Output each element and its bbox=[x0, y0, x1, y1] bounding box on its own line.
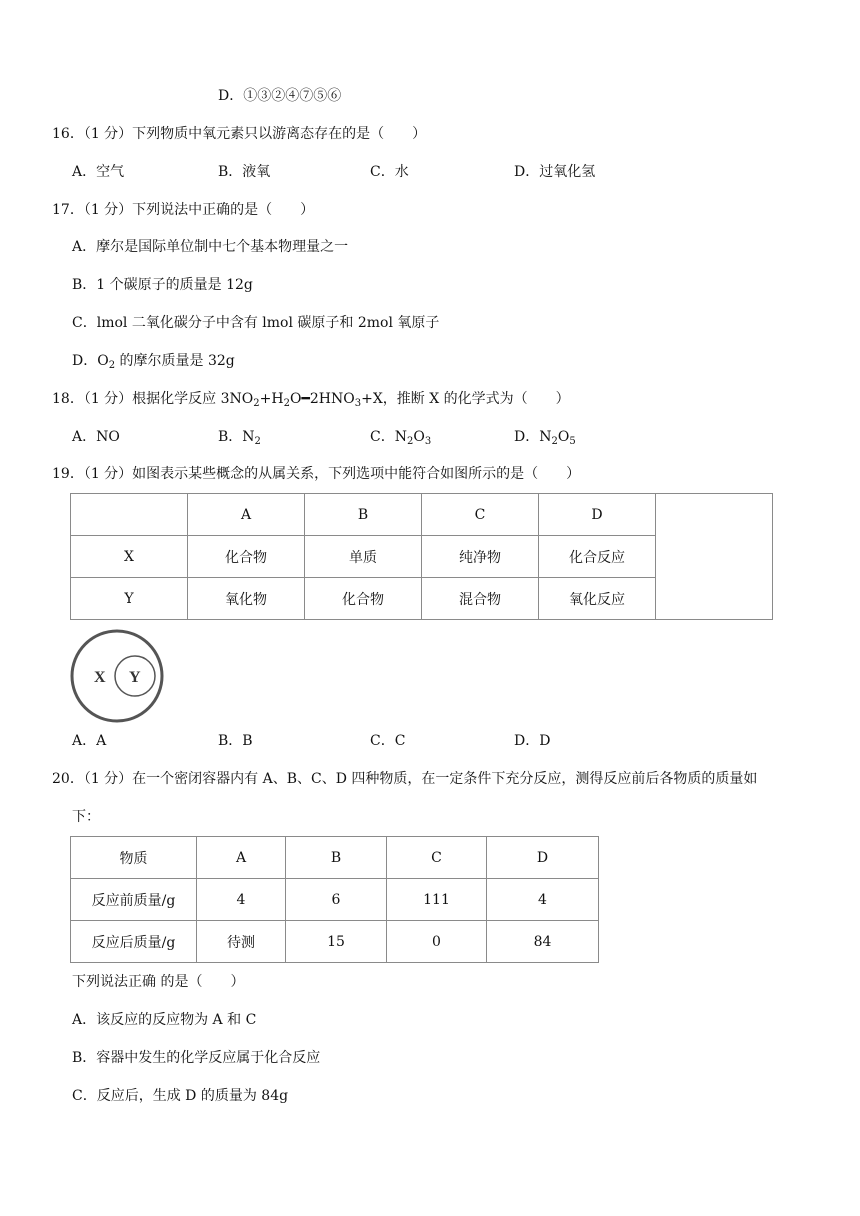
table-cell: D bbox=[487, 837, 599, 879]
q17-option-b: B．1 个碳原子的质量是 12g bbox=[72, 277, 253, 293]
table-cell: 物质 bbox=[71, 837, 197, 879]
table-cell: 混合物 bbox=[422, 578, 539, 620]
venn-label-x: X bbox=[94, 669, 106, 686]
q17-option-a: A．摩尔是国际单位制中七个基本物理量之一 bbox=[72, 239, 349, 255]
table-cell: 111 bbox=[387, 879, 487, 921]
q17-option-d: D．$O_2$ 的摩尔质量是 32g bbox=[72, 353, 235, 371]
table-cell: D bbox=[539, 494, 656, 536]
outer-circle-x bbox=[72, 631, 162, 721]
table-cell: 15 bbox=[286, 921, 387, 963]
q19-option-c: C．C bbox=[370, 733, 406, 749]
table-cell: C bbox=[387, 837, 487, 879]
table-cell: 84 bbox=[487, 921, 599, 963]
table-cell: Y bbox=[71, 578, 188, 620]
table-cell: A bbox=[188, 494, 305, 536]
table-cell: 氧化反应 bbox=[539, 578, 656, 620]
table-cell: 4 bbox=[487, 879, 599, 921]
table-cell: A bbox=[197, 837, 286, 879]
q17-option-c: C．lmol 二氧化碳分子中含有 lmol 碳原子和 2mol 氧原子 bbox=[72, 315, 440, 331]
table-cell: X bbox=[71, 536, 188, 578]
q19-table bbox=[70, 493, 773, 620]
q16-option-c: C．水 bbox=[370, 164, 409, 180]
table-cell: 化合反应 bbox=[539, 536, 656, 578]
table-cell: B bbox=[286, 837, 387, 879]
q16-stem: 16．（1 分）下列物质中氧元素只以游离态存在的是（ ） bbox=[52, 126, 427, 142]
table-cell: 氧化物 bbox=[188, 578, 305, 620]
table-cell: 4 bbox=[197, 879, 286, 921]
q19-option-a: A．A bbox=[72, 733, 107, 749]
table-row bbox=[71, 837, 599, 879]
q19-option-d: D．D bbox=[514, 733, 551, 749]
table-cell: 反应后质量/g bbox=[71, 921, 197, 963]
table-row bbox=[71, 921, 599, 963]
q20-option-a: A．该反应的反应物为 A 和 C bbox=[72, 1012, 257, 1028]
q20-question: 下列说法正确 的是（ ） bbox=[72, 974, 245, 990]
table-cell: 待测 bbox=[197, 921, 286, 963]
table-cell: 反应前质量/g bbox=[71, 879, 197, 921]
q19-option-b: B．B bbox=[218, 733, 253, 749]
table-cell: 化合物 bbox=[188, 536, 305, 578]
table-row bbox=[71, 879, 599, 921]
q18-option-c: C．$N_2O_3$ bbox=[370, 429, 432, 447]
table-cell: B bbox=[305, 494, 422, 536]
q20-stem-continued: 下： bbox=[72, 809, 100, 825]
table-cell: 纯净物 bbox=[422, 536, 539, 578]
table-cell: 化合物 bbox=[305, 578, 422, 620]
q18-stem: 18．（1 分）根据化学反应 $3NO_2+H_2O━2HNO_3+X$，推断 X 的化学式为（ ） bbox=[52, 391, 570, 409]
table-row bbox=[71, 494, 773, 536]
q16-option-b: B．液氧 bbox=[218, 164, 271, 180]
q18-option-a: A．NO bbox=[72, 429, 120, 445]
table-cell: 6 bbox=[286, 879, 387, 921]
q19-stem: 19．（1 分）如图表示某些概念的从属关系，下列选项中能符合如图所示的是（ ） bbox=[52, 466, 581, 482]
q17-stem: 17．（1 分）下列说法中正确的是（ ） bbox=[52, 202, 315, 218]
q18-option-d: D．$N_2O_5$ bbox=[514, 429, 576, 447]
q16-option-a: A．空气 bbox=[72, 164, 125, 180]
q20-option-b: B．容器中发生的化学反应属于化合反应 bbox=[72, 1050, 321, 1066]
table-cell: C bbox=[422, 494, 539, 536]
venn-label-y: Y bbox=[129, 669, 141, 686]
table-cell bbox=[71, 494, 188, 536]
q16-option-d: D．过氧化氢 bbox=[514, 164, 596, 180]
table-cell: 0 bbox=[387, 921, 487, 963]
q20-table bbox=[70, 836, 599, 963]
table-cell: 单质 bbox=[305, 536, 422, 578]
q18-option-b: B．$N_2$ bbox=[218, 429, 261, 447]
q15-option-d: D．①③②④⑦⑤⑥ bbox=[218, 88, 342, 104]
venn-diagram bbox=[70, 628, 166, 724]
q20-stem: 20．（1 分）在一个密闭容器内有 A、B、C、D 四种物质，在一定条件下充分反应，测得反应前后各物质的质量如 bbox=[52, 771, 758, 787]
table-cell-empty bbox=[656, 494, 773, 620]
q20-option-c: C．反应后，生成 D 的质量为 84g bbox=[72, 1088, 289, 1104]
